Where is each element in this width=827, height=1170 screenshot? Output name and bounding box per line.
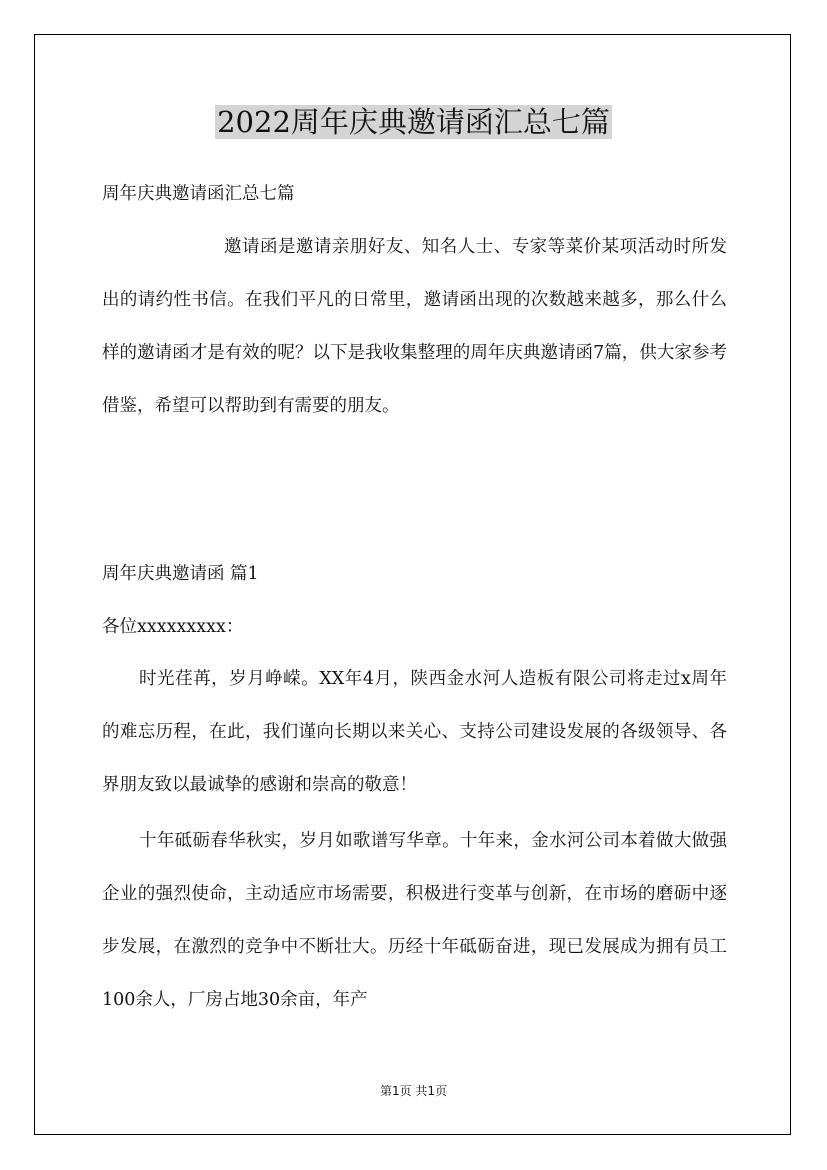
page-footer: 第1页 共1页 (379, 1084, 448, 1098)
salutation: 各位xxxxxxxxx： (102, 617, 244, 637)
section-heading: 周年庆典邀请函 篇1 (102, 564, 259, 584)
body-paragraph-1: 时光荏苒，岁月峥嵘。XX年4月，陕西金水河人造板有限公司将走过x周年的难忘历程，在此，我们谨向长期以来关心、支持公司建设发展的各级领导、各界朋友致以最诚挚的感谢和崇高的敬意！ (102, 669, 727, 795)
document-title (0, 100, 827, 144)
body-paragraph-2: 十年砥砺春华秋实，岁月如歌谱写华章。十年来，金水河公司本着做大做强企业的强烈使命，主动适应市场需要，积极进行变革与创新，在市场的磨砺中逐步发展，在激烈的竞争中不断壮大。历经十年砥砺奋进，现已发展成为拥有员工100余人，厂房占地30余亩，年产 (102, 831, 727, 1010)
document-subtitle: 周年庆典邀请函汇总七篇 (102, 184, 295, 204)
intro-paragraph: 邀请函是邀请亲朋好友、知名人士、专家等菜价某项活动时所发出的请约性书信。在我们平凡的日常里，邀请函出现的次数越来越多，那么什么样的邀请函才是有效的呢？以下是我收集整理的周年庆典邀请函7篇，供大家参考借鉴，希望可以帮助到有需要的朋友。 (102, 237, 727, 416)
document-title-text: 2022周年庆典邀请函汇总七篇 (217, 105, 610, 139)
